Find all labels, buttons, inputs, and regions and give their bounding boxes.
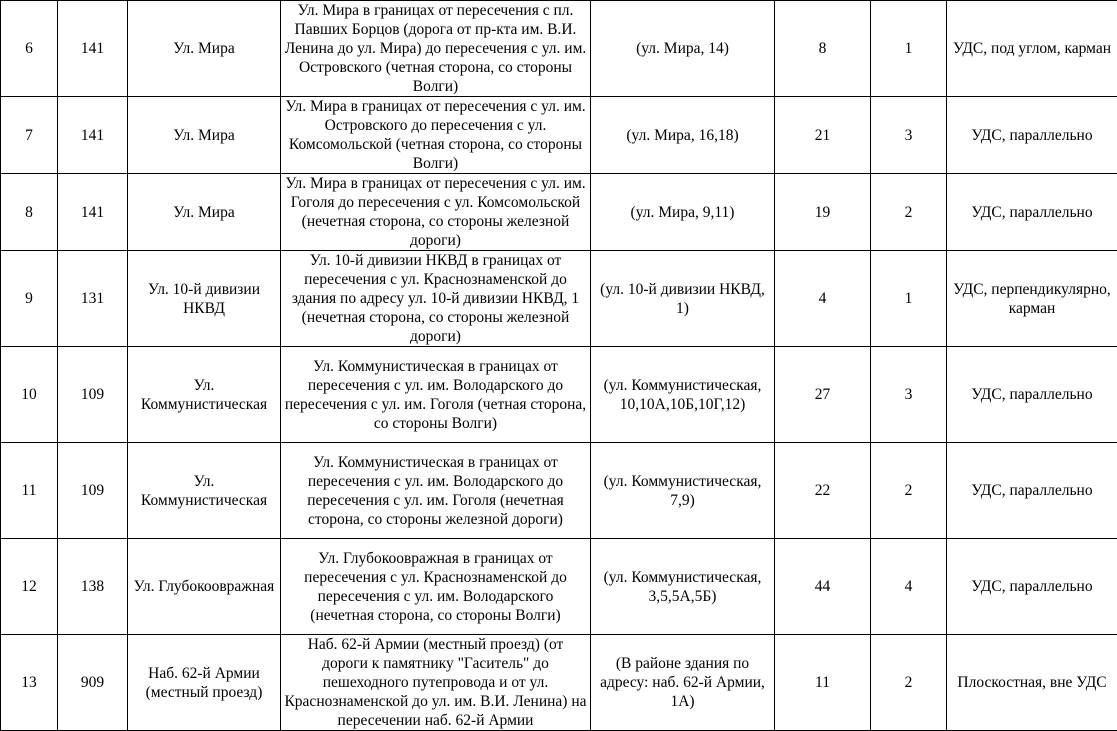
table-row [1,251,1117,347]
table-row [1,539,1117,635]
parking-type-cell: УДС, под углом, карман [947,1,1117,97]
row-number-cell: 13 [1,635,58,731]
table-row [1,635,1117,731]
address-cell: (ул. Коммунистическая, 10,10А,10Б,10Г,12) [591,347,775,443]
code-cell: 909 [58,635,128,731]
description-cell: Ул. 10-й дивизии НКВД в границах от пересечения с ул. Краснознаменской до здания по адресу ул. 10-й дивизии НКВД, 1 (нечетная сторона, со стороны железной дороги) [281,251,591,347]
description-cell: Ул. Мира в границах от пересечения с пл. Павших Борцов (дорога от пр-кта им. В.И. Ленина до ул. Мира) до пересечения с ул. им. Островского (четная сторона, со стороны Волги) [281,1,591,97]
code-cell: 131 [58,251,128,347]
description-cell: Ул. Коммунистическая в границах от пересечения с ул. им. Володарского до пересечения с ул. им. Гоголя (нечетная сторона, со стороны железной дороги) [281,443,591,539]
places-cell: 11 [775,635,871,731]
address-cell: (ул. 10-й дивизии НКВД, 1) [591,251,775,347]
parking-type-cell: УДС, параллельно [947,539,1117,635]
street-cell: Ул. Коммунистическая [128,347,281,443]
code-cell: 138 [58,539,128,635]
address-cell: (ул. Коммунистическая, 3,5,5А,5Б) [591,539,775,635]
places-cell: 19 [775,174,871,251]
parking-type-cell: УДС, параллельно [947,97,1117,174]
address-cell: (ул. Коммунистическая, 7,9) [591,443,775,539]
code-cell: 141 [58,1,128,97]
parking-type-cell: УДС, перпендикулярно, карман [947,251,1117,347]
code-cell: 141 [58,174,128,251]
row-number-cell: 12 [1,539,58,635]
address-cell: (В районе здания по адресу: наб. 62-й Армии, 1А) [591,635,775,731]
places-cell: 8 [775,1,871,97]
code-cell: 109 [58,443,128,539]
description-cell: Ул. Глубокоовражная в границах от пересечения с ул. Краснознаменской до пересечения с ул. им. Володарского (нечетная сторона, со стороны Волги) [281,539,591,635]
parking-type-cell: УДС, параллельно [947,443,1117,539]
table-row [1,347,1117,443]
places-cell: 22 [775,443,871,539]
row-number-cell: 11 [1,443,58,539]
parking-type-cell: Плоскостная, вне УДС [947,635,1117,731]
address-cell: (ул. Мира, 14) [591,1,775,97]
description-cell: Ул. Коммунистическая в границах от пересечения с ул. им. Володарского до пересечения с ул. им. Гоголя (четная сторона, со стороны Волги) [281,347,591,443]
street-cell: Ул. Коммунистическая [128,443,281,539]
row-number-cell: 7 [1,97,58,174]
row-number-cell: 6 [1,1,58,97]
disabled-places-cell: 2 [871,635,947,731]
disabled-places-cell: 4 [871,539,947,635]
row-number-cell: 10 [1,347,58,443]
table-row [1,174,1117,251]
row-number-cell: 9 [1,251,58,347]
parking-type-cell: УДС, параллельно [947,347,1117,443]
address-cell: (ул. Мира, 16,18) [591,97,775,174]
street-cell: Ул. Глубокоовражная [128,539,281,635]
disabled-places-cell: 3 [871,97,947,174]
disabled-places-cell: 2 [871,174,947,251]
places-cell: 44 [775,539,871,635]
disabled-places-cell: 3 [871,347,947,443]
disabled-places-cell: 1 [871,251,947,347]
table-row [1,1,1117,97]
description-cell: Ул. Мира в границах от пересечения с ул. им. Гоголя до пересечения с ул. Комсомольской (нечетная сторона, со стороны железной дороги) [281,174,591,251]
places-cell: 21 [775,97,871,174]
street-cell: Ул. Мира [128,174,281,251]
table-row [1,97,1117,174]
table-row [1,443,1117,539]
table-body [1,1,1117,731]
street-cell: Ул. Мира [128,1,281,97]
disabled-places-cell: 2 [871,443,947,539]
row-number-cell: 8 [1,174,58,251]
description-cell: Ул. Мира в границах от пересечения с ул. им. Островского до пересечения с ул. Комсомольской (четная сторона, со стороны Волги) [281,97,591,174]
disabled-places-cell: 1 [871,1,947,97]
places-cell: 4 [775,251,871,347]
code-cell: 141 [58,97,128,174]
parking-type-cell: УДС, параллельно [947,174,1117,251]
description-cell: Наб. 62-й Армии (местный проезд) (от дороги к памятнику "Гаситель" до пешеходного путепровода и от ул. Краснознаменской до ул. им. В.И. Ленина) на пересечении наб. 62-й Армии [281,635,591,731]
street-cell: Ул. 10-й дивизии НКВД [128,251,281,347]
street-cell: Ул. Мира [128,97,281,174]
address-cell: (ул. Мира, 9,11) [591,174,775,251]
code-cell: 109 [58,347,128,443]
places-cell: 27 [775,347,871,443]
street-cell: Наб. 62-й Армии (местный проезд) [128,635,281,731]
